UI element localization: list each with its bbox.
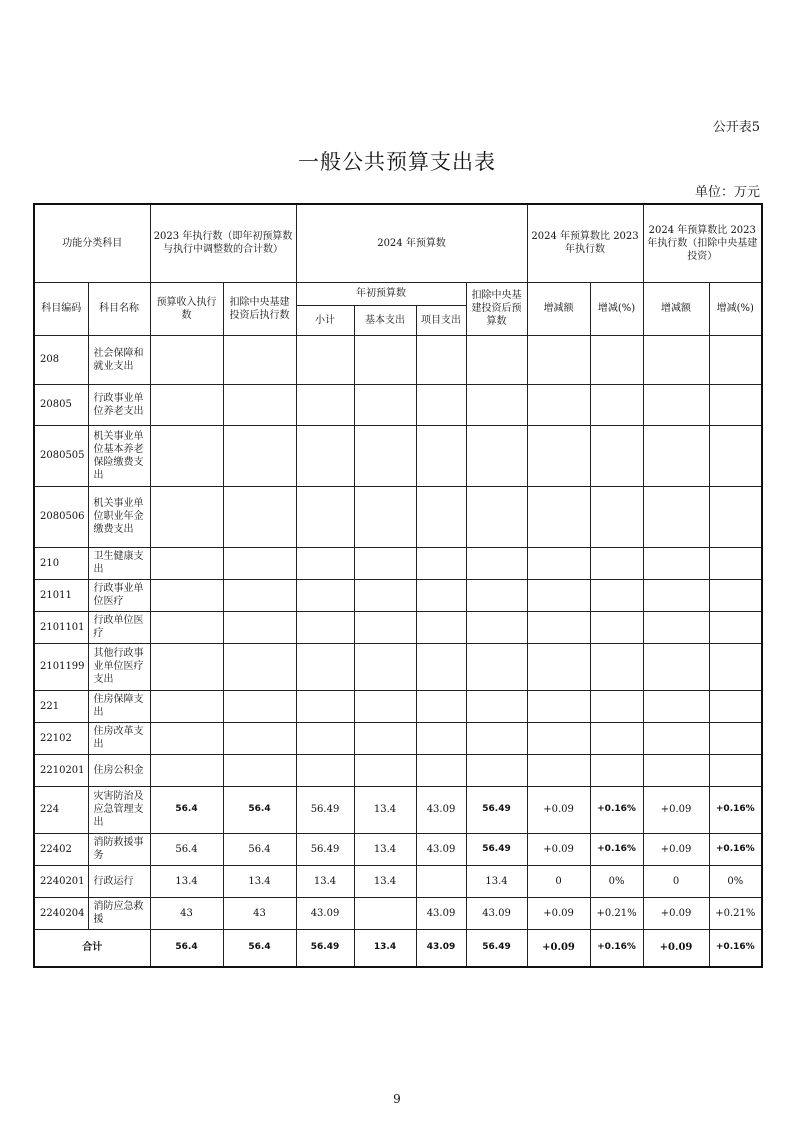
total-row bbox=[34, 929, 762, 967]
row-value: 13.4 bbox=[354, 865, 416, 897]
table-row bbox=[34, 897, 762, 929]
row-value bbox=[223, 690, 296, 722]
row-code: 221 bbox=[34, 690, 88, 722]
row-value bbox=[354, 335, 416, 384]
page-title: 一般公共预算支出表 bbox=[298, 150, 496, 174]
row-value: +0.16% bbox=[590, 833, 643, 865]
row-value bbox=[709, 754, 762, 786]
row-value: +0.09 bbox=[643, 897, 709, 929]
row-value bbox=[709, 335, 762, 384]
row-value: 43 bbox=[223, 897, 296, 929]
row-value bbox=[416, 722, 466, 754]
row-code: 22102 bbox=[34, 722, 88, 754]
row-value bbox=[643, 690, 709, 722]
row-value bbox=[223, 384, 296, 425]
row-value: 13.4 bbox=[354, 786, 416, 833]
row-name: 住房公积金 bbox=[88, 754, 150, 786]
row-code: 2240204 bbox=[34, 897, 88, 929]
row-value bbox=[590, 547, 643, 579]
header-row-2 bbox=[34, 282, 762, 305]
row-value: +0.09 bbox=[527, 786, 590, 833]
row-value: 56.49 bbox=[466, 833, 527, 865]
row-value bbox=[466, 643, 527, 690]
row-value bbox=[709, 690, 762, 722]
row-value bbox=[709, 425, 762, 486]
row-value bbox=[643, 335, 709, 384]
row-value bbox=[416, 579, 466, 611]
row-value bbox=[466, 384, 527, 425]
row-value bbox=[709, 547, 762, 579]
row-value bbox=[527, 384, 590, 425]
header-budget-excl: 扣除中央基建投资后预算数 bbox=[466, 282, 527, 335]
row-value bbox=[590, 643, 643, 690]
row-value bbox=[466, 547, 527, 579]
row-value bbox=[643, 643, 709, 690]
row-value: 56.4 bbox=[223, 786, 296, 833]
row-value bbox=[466, 722, 527, 754]
row-name: 消防应急救援 bbox=[88, 897, 150, 929]
row-value bbox=[354, 384, 416, 425]
row-name: 行政运行 bbox=[88, 865, 150, 897]
row-code: 2080505 bbox=[34, 425, 88, 486]
row-value bbox=[416, 611, 466, 643]
header-row-1 bbox=[34, 204, 762, 282]
row-value bbox=[416, 643, 466, 690]
row-value bbox=[643, 425, 709, 486]
row-value bbox=[709, 486, 762, 547]
row-value: 13.4 bbox=[150, 865, 223, 897]
row-name: 社会保障和就业支出 bbox=[88, 335, 150, 384]
total-value: 56.49 bbox=[466, 929, 527, 967]
row-value: 43.09 bbox=[416, 786, 466, 833]
row-value bbox=[709, 384, 762, 425]
table-row bbox=[34, 754, 762, 786]
row-value: 56.4 bbox=[150, 833, 223, 865]
row-value: 0 bbox=[527, 865, 590, 897]
row-value bbox=[223, 579, 296, 611]
row-value bbox=[296, 486, 354, 547]
table-row bbox=[34, 786, 762, 833]
row-value bbox=[354, 643, 416, 690]
row-code: 22402 bbox=[34, 833, 88, 865]
row-value bbox=[354, 547, 416, 579]
row-value bbox=[223, 335, 296, 384]
table-row bbox=[34, 384, 762, 425]
row-value bbox=[466, 690, 527, 722]
row-value bbox=[590, 335, 643, 384]
header-basic: 基本支出 bbox=[354, 305, 416, 335]
table-row bbox=[34, 865, 762, 897]
row-value bbox=[354, 754, 416, 786]
header-inc-pct-1: 增减(%) bbox=[590, 282, 643, 335]
row-value: 43.09 bbox=[466, 897, 527, 929]
row-value bbox=[643, 384, 709, 425]
row-name: 卫生健康支出 bbox=[88, 547, 150, 579]
row-code: 2240201 bbox=[34, 865, 88, 897]
row-value bbox=[223, 486, 296, 547]
header-exec-2023: 2023 年执行数（即年初预算数与执行中调整数的合计数） bbox=[150, 204, 296, 282]
total-value: 56.4 bbox=[223, 929, 296, 967]
row-value bbox=[643, 611, 709, 643]
row-value bbox=[416, 865, 466, 897]
row-value bbox=[709, 722, 762, 754]
table-row bbox=[34, 425, 762, 486]
row-value bbox=[466, 486, 527, 547]
row-value: +0.09 bbox=[643, 833, 709, 865]
header-compare-1: 2024 年预算数比 2023 年执行数 bbox=[527, 204, 643, 282]
row-value bbox=[150, 643, 223, 690]
total-label: 合计 bbox=[34, 929, 150, 967]
row-code: 20805 bbox=[34, 384, 88, 425]
row-value bbox=[590, 611, 643, 643]
row-code: 2080506 bbox=[34, 486, 88, 547]
row-value bbox=[354, 722, 416, 754]
table-row bbox=[34, 579, 762, 611]
row-value bbox=[223, 754, 296, 786]
row-value bbox=[296, 722, 354, 754]
row-value bbox=[150, 425, 223, 486]
row-value bbox=[354, 897, 416, 929]
row-value bbox=[709, 579, 762, 611]
row-value bbox=[643, 547, 709, 579]
row-code: 2210201 bbox=[34, 754, 88, 786]
total-value: 43.09 bbox=[416, 929, 466, 967]
row-name: 消防救援事务 bbox=[88, 833, 150, 865]
table-row bbox=[34, 643, 762, 690]
row-value bbox=[296, 384, 354, 425]
row-value: 13.4 bbox=[296, 865, 354, 897]
row-value: 56.49 bbox=[466, 786, 527, 833]
row-value: +0.16% bbox=[709, 833, 762, 865]
row-name: 机关事业单位职业年金缴费支出 bbox=[88, 486, 150, 547]
row-value bbox=[590, 425, 643, 486]
header-compare-2: 2024 年预算数比 2023 年执行数（扣除中央基建投资） bbox=[643, 204, 762, 282]
row-value: 56.49 bbox=[296, 786, 354, 833]
row-value bbox=[590, 690, 643, 722]
row-value bbox=[643, 754, 709, 786]
row-value bbox=[527, 690, 590, 722]
row-name: 行政事业单位医疗 bbox=[88, 579, 150, 611]
row-value bbox=[527, 486, 590, 547]
header-func-cat: 功能分类科目 bbox=[34, 204, 150, 282]
row-name: 行政单位医疗 bbox=[88, 611, 150, 643]
row-value bbox=[296, 547, 354, 579]
row-value bbox=[296, 611, 354, 643]
total-value: +0.09 bbox=[643, 929, 709, 967]
row-value: 0% bbox=[709, 865, 762, 897]
row-value bbox=[590, 384, 643, 425]
row-value bbox=[527, 425, 590, 486]
header-budget-2024: 2024 年预算数 bbox=[296, 204, 527, 282]
row-code: 21011 bbox=[34, 579, 88, 611]
row-value bbox=[466, 579, 527, 611]
row-value bbox=[150, 722, 223, 754]
header-project: 项目支出 bbox=[416, 305, 466, 335]
header-exec-excl: 扣除中央基建投资后执行数 bbox=[223, 282, 296, 335]
row-value bbox=[150, 335, 223, 384]
row-value bbox=[150, 547, 223, 579]
total-value: 13.4 bbox=[354, 929, 416, 967]
table-row bbox=[34, 486, 762, 547]
row-code: 210 bbox=[34, 547, 88, 579]
header-name: 科目名称 bbox=[88, 282, 150, 335]
page-number: 9 bbox=[393, 1092, 401, 1106]
row-name: 住房保障支出 bbox=[88, 690, 150, 722]
row-value bbox=[643, 486, 709, 547]
row-code: 208 bbox=[34, 335, 88, 384]
row-value bbox=[150, 754, 223, 786]
row-value bbox=[590, 722, 643, 754]
row-value: +0.16% bbox=[709, 786, 762, 833]
table-row bbox=[34, 690, 762, 722]
table-row bbox=[34, 335, 762, 384]
row-value bbox=[296, 335, 354, 384]
row-value bbox=[223, 425, 296, 486]
row-value bbox=[150, 611, 223, 643]
total-value: 56.49 bbox=[296, 929, 354, 967]
row-value bbox=[527, 611, 590, 643]
table-row bbox=[34, 722, 762, 754]
row-value bbox=[527, 643, 590, 690]
row-name: 行政事业单位养老支出 bbox=[88, 384, 150, 425]
row-value bbox=[466, 335, 527, 384]
total-value: 56.4 bbox=[150, 929, 223, 967]
row-value: 13.4 bbox=[466, 865, 527, 897]
row-value: 0 bbox=[643, 865, 709, 897]
row-value bbox=[416, 335, 466, 384]
row-value bbox=[527, 335, 590, 384]
header-subtotal: 小计 bbox=[296, 305, 354, 335]
row-value bbox=[416, 754, 466, 786]
row-value bbox=[296, 579, 354, 611]
row-value bbox=[527, 579, 590, 611]
header-code: 科目编码 bbox=[34, 282, 88, 335]
row-value bbox=[354, 579, 416, 611]
table-row bbox=[34, 547, 762, 579]
row-value bbox=[354, 486, 416, 547]
row-value: +0.16% bbox=[590, 786, 643, 833]
row-value: 56.4 bbox=[150, 786, 223, 833]
unit-label: 单位：万元 bbox=[694, 185, 760, 200]
row-value bbox=[150, 384, 223, 425]
row-value: 43.09 bbox=[416, 833, 466, 865]
row-value bbox=[466, 754, 527, 786]
row-name: 灾害防治及应急管理支出 bbox=[88, 786, 150, 833]
row-code: 2101101 bbox=[34, 611, 88, 643]
row-value: +0.21% bbox=[709, 897, 762, 929]
row-value bbox=[527, 754, 590, 786]
row-value bbox=[296, 425, 354, 486]
row-value bbox=[296, 643, 354, 690]
row-value bbox=[643, 722, 709, 754]
row-value bbox=[416, 425, 466, 486]
row-value: 56.49 bbox=[296, 833, 354, 865]
row-value bbox=[150, 486, 223, 547]
row-value bbox=[590, 486, 643, 547]
row-value: 0% bbox=[590, 865, 643, 897]
total-value: +0.16% bbox=[709, 929, 762, 967]
row-value bbox=[466, 611, 527, 643]
row-value bbox=[590, 754, 643, 786]
row-value bbox=[223, 722, 296, 754]
row-code: 224 bbox=[34, 786, 88, 833]
row-value: 56.4 bbox=[223, 833, 296, 865]
row-value bbox=[416, 486, 466, 547]
row-value bbox=[466, 425, 527, 486]
row-name: 住房改革支出 bbox=[88, 722, 150, 754]
row-value bbox=[709, 643, 762, 690]
row-value bbox=[296, 754, 354, 786]
row-value bbox=[223, 643, 296, 690]
row-value bbox=[354, 611, 416, 643]
header-inc-pct-2: 增减(%) bbox=[709, 282, 762, 335]
row-value: 13.4 bbox=[223, 865, 296, 897]
row-value: +0.09 bbox=[643, 786, 709, 833]
row-value: +0.09 bbox=[527, 833, 590, 865]
row-value bbox=[590, 579, 643, 611]
form-number: 公开表5 bbox=[712, 120, 760, 135]
row-value bbox=[416, 384, 466, 425]
row-value bbox=[416, 547, 466, 579]
row-value bbox=[643, 579, 709, 611]
row-value bbox=[709, 611, 762, 643]
total-value: +0.09 bbox=[527, 929, 590, 967]
row-value: 43.09 bbox=[416, 897, 466, 929]
row-value: 13.4 bbox=[354, 833, 416, 865]
total-value: +0.16% bbox=[590, 929, 643, 967]
budget-table bbox=[33, 203, 763, 968]
row-value bbox=[223, 547, 296, 579]
row-value bbox=[416, 690, 466, 722]
row-code: 2101199 bbox=[34, 643, 88, 690]
header-inc-amt-2: 增减额 bbox=[643, 282, 709, 335]
table-row bbox=[34, 611, 762, 643]
row-value bbox=[354, 690, 416, 722]
row-value bbox=[150, 579, 223, 611]
header-initial-budget: 年初预算数 bbox=[296, 282, 466, 305]
row-value: +0.09 bbox=[527, 897, 590, 929]
row-value bbox=[150, 690, 223, 722]
row-value: 43 bbox=[150, 897, 223, 929]
row-value bbox=[223, 611, 296, 643]
row-value: +0.21% bbox=[590, 897, 643, 929]
row-value bbox=[296, 690, 354, 722]
table-row bbox=[34, 833, 762, 865]
row-value bbox=[527, 547, 590, 579]
header-exec-income: 预算收入执行数 bbox=[150, 282, 223, 335]
row-value: 43.09 bbox=[296, 897, 354, 929]
row-value bbox=[354, 425, 416, 486]
header-inc-amt-1: 增减额 bbox=[527, 282, 590, 335]
row-name: 机关事业单位基本养老保险缴费支出 bbox=[88, 425, 150, 486]
row-name: 其他行政事业单位医疗支出 bbox=[88, 643, 150, 690]
row-value bbox=[527, 722, 590, 754]
